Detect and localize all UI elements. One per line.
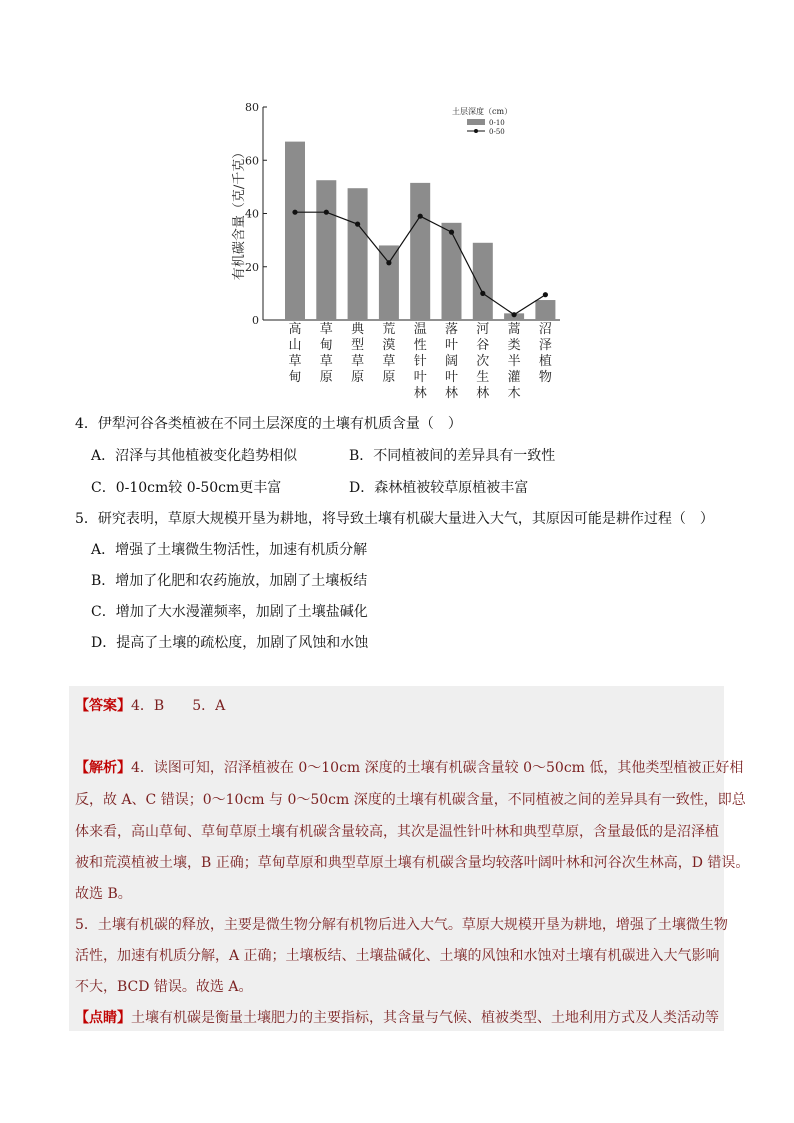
line-point: [449, 230, 454, 235]
x-tick-label-char: 半: [507, 354, 521, 369]
legend-bar-swatch: [467, 119, 485, 125]
x-tick-label-char: 落: [444, 322, 459, 337]
line-point: [543, 292, 548, 297]
x-tick-label-char: 植: [538, 354, 552, 369]
question-5-option-b: B．增加了化肥和农药施放，加剧了土壤板结: [91, 573, 368, 589]
x-tick-label-char: 原: [351, 370, 365, 385]
x-tick-label-char: 草: [382, 354, 396, 369]
question-4-option-a: A．沼泽与其他植被变化趋势相似: [91, 448, 298, 464]
chart-bars: [285, 142, 555, 320]
tip-tag: 【点睛】: [75, 1010, 131, 1026]
legend-line-label: 0-50: [489, 128, 505, 136]
line-point: [292, 210, 297, 215]
question-5-stem: 5．研究表明，草原大规模开垦为耕地，将导致土壤有机碳大量进入大气，其原因可能是耕作过程（ ）: [75, 511, 714, 527]
question-4-stem: 4．伊犁河谷各类植被在不同土层深度的土壤有机质含量（ ）: [75, 416, 462, 432]
x-tick-label-char: 草: [319, 354, 333, 369]
x-tick-label-char: 木: [507, 386, 521, 401]
question-4-option-d: D．森林植被较草原植被丰富: [349, 480, 529, 496]
x-tick-label-char: 高: [288, 322, 302, 337]
analysis-text-1: 4．读图可知，沼泽植被在 0～10cm 深度的土壤有机碳含量较 0～50cm 低，其他类型植被正好相: [131, 760, 744, 776]
x-tick-label-char: 型: [351, 338, 365, 353]
y-axis-label: 有机碳含量（克/千克）: [232, 145, 247, 281]
x-tick-label-char: 生: [476, 370, 490, 385]
chart-legend: [452, 106, 512, 136]
x-tick-label-char: 蒿: [507, 322, 521, 337]
x-tick-label-char: 温: [413, 322, 427, 337]
question-4-option-c: C．0-10cm较 0-50cm更丰富: [91, 480, 282, 496]
bar: [442, 223, 462, 320]
x-tick-label-char: 叶: [444, 370, 459, 385]
soil-carbon-chart: [0, 0, 794, 410]
bar: [473, 243, 493, 320]
line-point: [480, 291, 485, 296]
question-5-option-a: A．增强了土壤微生物活性，加速有机质分解: [91, 542, 368, 558]
question-4-option-b: B．不同植被间的差异具有一致性: [349, 448, 556, 464]
x-tick-label-char: 叶: [413, 370, 427, 385]
line-point: [324, 210, 329, 215]
analysis-line-3: 体来看，高山草甸、草甸草原土壤有机碳含量较高，其次是温性针叶林和典型草原，含量最低的是沼泽植: [75, 824, 719, 840]
x-tick-label-char: 针: [413, 354, 427, 369]
x-tick-label-char: 典: [351, 322, 365, 337]
bar: [535, 300, 555, 320]
tip-line: [75, 1007, 719, 1027]
line-point: [418, 214, 423, 219]
legend-bar-label: 0-10: [489, 119, 505, 127]
x-tick-label-char: 荒: [382, 322, 396, 337]
line-point: [511, 312, 516, 317]
bar: [285, 142, 305, 320]
x-tick-label-char: 阔: [444, 354, 459, 369]
x-tick-label-char: 林: [444, 386, 459, 401]
y-tick-label: 80: [245, 101, 259, 114]
legend-title: 土层深度（cm）: [452, 107, 513, 116]
answer-line: [75, 695, 225, 715]
x-tick-label-char: 山: [288, 338, 302, 353]
tip-text: 土壤有机碳是衡量土壤肥力的主要指标，其含量与气候、植被类型、土地利用方式及人类活动等: [131, 1010, 719, 1026]
y-tick-label: 60: [245, 154, 259, 168]
x-tick-label-char: 泽: [538, 338, 552, 353]
x-tick-label-char: 漠: [382, 338, 396, 353]
x-tick-label-char: 物: [538, 370, 552, 385]
x-tick-label-char: 灌: [507, 370, 521, 385]
bar: [316, 180, 336, 320]
x-tick-label-char: 原: [382, 370, 396, 385]
x-tick-label-char: 谷: [476, 338, 490, 353]
x-tick-label-char: 草: [319, 322, 333, 337]
answer-text: 4．B 5．A: [131, 698, 226, 714]
line-point: [386, 260, 391, 265]
bar: [348, 188, 368, 320]
legend-line-marker: [474, 129, 478, 133]
y-tick-label: 40: [245, 207, 259, 221]
analysis-line-6: 5．土壤有机碳的释放，主要是微生物分解有机物后进入大气。草原大规模开垦为耕地，增强了土壤微生物: [75, 917, 728, 933]
x-tick-label-char: 河: [476, 322, 490, 337]
analysis-line-5: 故选 B。: [75, 886, 132, 902]
x-tick-label-char: 甸: [288, 370, 302, 385]
x-tick-label-char: 次: [476, 354, 490, 369]
x-tick-label-char: 林: [476, 386, 490, 401]
line-point: [355, 222, 360, 227]
x-tick-label-char: 叶: [444, 338, 459, 353]
bar: [410, 183, 430, 320]
x-tick-label-char: 性: [413, 338, 427, 353]
x-tick-label-char: 甸: [319, 338, 333, 353]
x-tick-label-char: 类: [507, 338, 521, 353]
x-tick-label-char: 草: [288, 354, 302, 369]
question-5-option-d: D．提高了土壤的疏松度，加剧了风蚀和水蚀: [91, 635, 369, 651]
analysis-line-7: 活性，加速有机质分解，A 正确；土壤板结、土壤盐碱化、土壤的风蚀和水蚀对土壤有机碳进入大气影响: [75, 948, 720, 964]
analysis-line-8: 不大，BCD 错误。故选 A。: [75, 979, 253, 995]
x-tick-label-char: 林: [413, 386, 427, 401]
x-tick-label-char: 原: [319, 370, 333, 385]
y-tick-label: 0: [252, 314, 259, 327]
bar: [379, 245, 399, 320]
analysis-line-1: [75, 757, 743, 777]
analysis-tag: 【解析】: [75, 760, 131, 776]
y-tick-label: 20: [245, 260, 259, 274]
analysis-line-4: 被和荒漠植被土壤，B 正确；草甸草原和典型草原土壤有机碳含量均较落叶阔叶林和河谷次生林高，D 错误。: [75, 855, 750, 871]
x-tick-label-char: 草: [351, 354, 365, 369]
question-5-option-c: C．增加了大水漫灌频率，加剧了土壤盐碱化: [91, 604, 368, 620]
answer-tag: 【答案】: [75, 698, 131, 714]
x-tick-label-char: 沼: [538, 322, 552, 337]
chart-x-labels: [288, 321, 551, 401]
analysis-line-2: 反，故 A、C 错误；0～10cm 与 0～50cm 深度的土壤有机碳含量，不同植被之间的差异具有一致性，即总: [75, 792, 746, 808]
